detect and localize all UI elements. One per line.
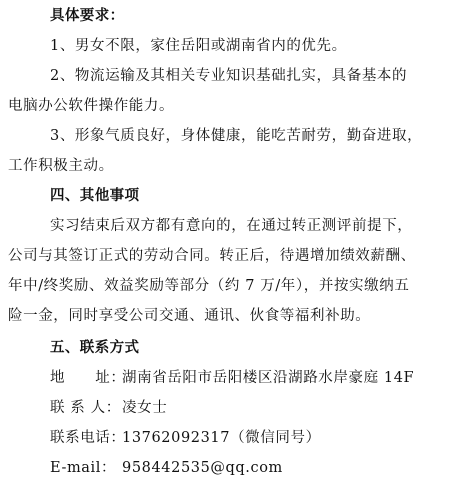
- phone-label: 联系电话：: [50, 430, 126, 446]
- other-matters-heading: 四、其他事项: [50, 188, 140, 204]
- contact-person-row: [50, 398, 167, 418]
- other-paragraph-line-2: 公司与其签订正式的劳动合同。转正后，待遇增加绩效薪酬、: [8, 248, 416, 264]
- person-label: 联 系 人：: [50, 400, 121, 416]
- other-paragraph-line-1: 实习结束后双方都有意向的，在通过转正测评前提下，: [50, 218, 413, 234]
- email-label: E-mail：: [50, 460, 117, 476]
- contact-heading: 五、联系方式: [50, 340, 140, 356]
- requirements-heading: 具体要求：: [50, 8, 125, 24]
- person-value: 凌女士: [122, 400, 168, 416]
- requirement-item-3-line-2: 工作积极主动。: [8, 158, 114, 174]
- other-paragraph-line-3: 年中/终奖励、效益奖励等部分（约 7 万/年），并按实缴纳五: [8, 278, 410, 294]
- requirement-item-1: 1、男女不限，家住岳阳或湖南省内的优先。: [50, 38, 347, 54]
- other-paragraph-line-4: 险一金，同时享受公司交通、通讯、伙食等福利补助。: [8, 308, 371, 324]
- requirement-item-2-line-2: 电脑办公软件操作能力。: [8, 98, 175, 114]
- phone-value: 13762092317（微信同号）: [122, 430, 321, 446]
- address-value: 湖南省岳阳市岳阳楼区沿湖路水岸豪庭 14F: [122, 370, 415, 386]
- email-value[interactable]: 958442535@qq.com: [122, 460, 283, 476]
- contact-address-row: [50, 368, 414, 388]
- address-label: 地 址：: [50, 370, 126, 386]
- contact-email-row: [50, 458, 283, 478]
- requirement-item-2-line-1: 2、物流运输及其相关专业知识基础扎实，具备基本的: [50, 68, 408, 84]
- requirement-item-3-line-1: 3、形象气质良好，身体健康，能吃苦耐劳，勤奋进取，: [50, 128, 423, 144]
- contact-phone-row: [50, 428, 321, 448]
